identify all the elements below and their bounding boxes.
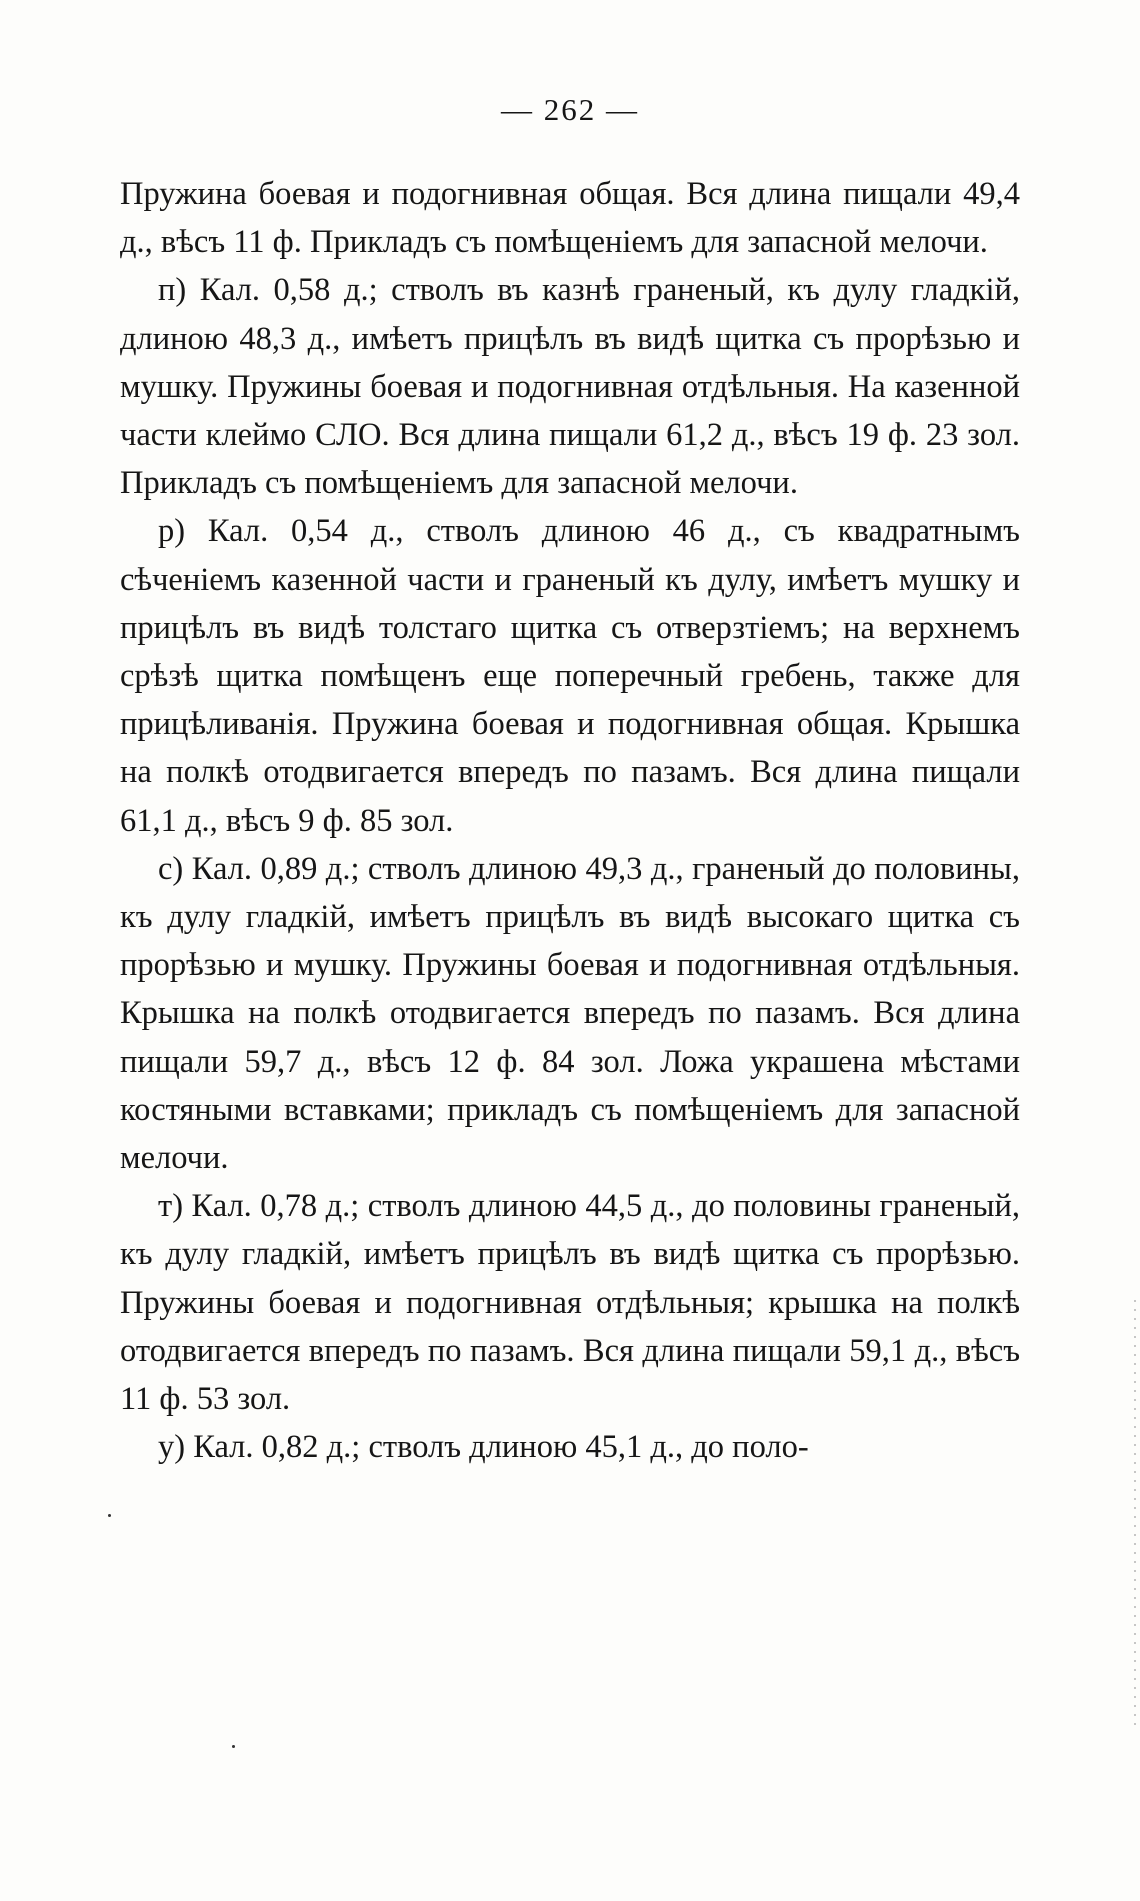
- scan-dot: [232, 1745, 235, 1748]
- paragraph-item-s: с) Кал. 0,89 д.; стволъ длиною 49,3 д., граненый до половины, къ дулу гладкій, имѣетъ прицѣлъ въ видѣ высокаго щитка съ прорѣзью и мушку. Пружины боевая и подогнивная отдѣльныя. Крышка на полкѣ отодвигается впередъ по пазамъ. Вся длина пищали 59,7 д., вѣсъ 12 ф. 84 зол. Ложа украшена мѣстами костяными вставками; прикладъ съ помѣщеніемъ для запасной мелочи.: [120, 850, 1020, 1177]
- page-number: — 262 —: [501, 92, 639, 127]
- paragraph-item-t: т) Кал. 0,78 д.; стволъ длиною 44,5 д., до половины граненый, къ дулу гладкій, имѣетъ прицѣлъ въ видѣ щитка съ прорѣзью. Пружины боевая и подогнивная отдѣльныя; крышка на полкѣ отодвигается впередъ по пазамъ. Вся длина пищали 59,1 д., вѣсъ 11 ф. 53 зол.: [120, 1188, 1020, 1418]
- paragraph-item-u: у) Кал. 0,82 д.; стволъ длиною 45,1 д., до поло-: [158, 1429, 809, 1466]
- paragraph-item-p: п) Кал. 0,58 д.; стволъ въ казнѣ граненый, къ дулу гладкій, длиною 48,3 д., имѣетъ прицѣлъ въ видѣ щитка съ прорѣзью и мушку. Пружины боевая и подогнивная отдѣльныя. На казенной части клеймо СЛО. Вся длина пищали 61,2 д., вѣсъ 19 ф. 23 зол. Прикладъ съ помѣщеніемъ для запасной мелочи.: [120, 272, 1020, 502]
- scan-edge-speckle: [1134, 1300, 1136, 1730]
- paragraph-item-r: р) Кал. 0,54 д., стволъ длиною 46 д., съ квадратнымъ сѣченіемъ казенной части и граненый къ дулу, имѣетъ мушку и прицѣлъ въ видѣ толстаго щитка съ отверзтіемъ; на верхнемъ срѣзѣ щитка помѣщенъ еще поперечный гребень, также для прицѣливанія. Пружина боевая и подогнивная общая. Крышка на полкѣ отодвигается впередъ по пазамъ. Вся длина пищали 61,1 д., вѣсъ 9 ф. 85 зол.: [120, 513, 1020, 839]
- page-body: [120, 170, 1020, 1471]
- paragraph-continuation: Пружина боевая и подогнивная общая. Вся длина пищали 49,4 д., вѣсъ 11 ф. Прикладъ съ помѣщеніемъ для запасной мелочи.: [120, 176, 1020, 261]
- scan-dot: [108, 1514, 111, 1517]
